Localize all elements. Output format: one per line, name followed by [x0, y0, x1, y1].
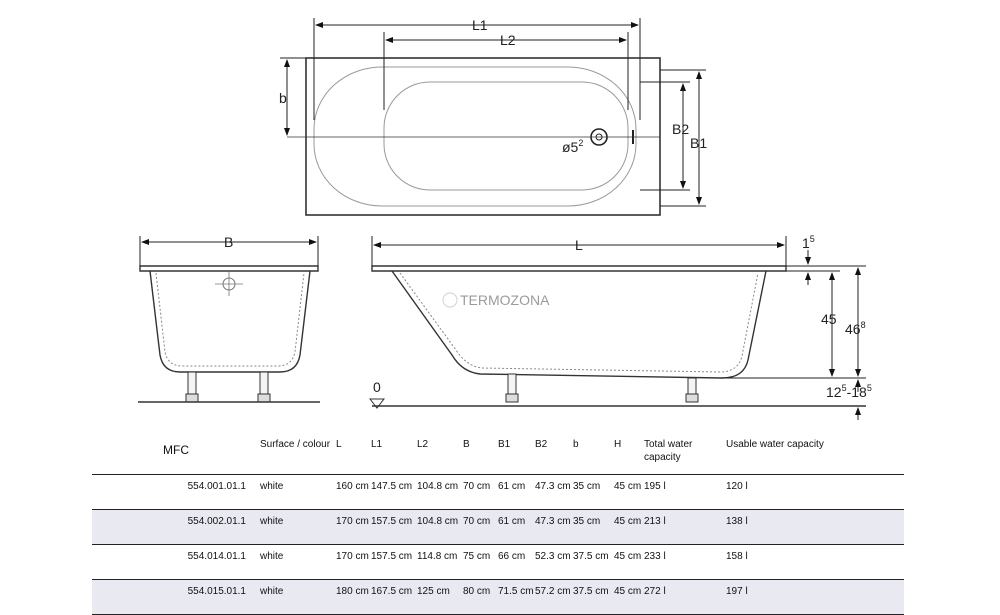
cell-b: 37.5 cm: [573, 545, 614, 580]
plan-dimensions: [280, 18, 706, 206]
cell-usable-capacity: 120 l: [726, 475, 904, 510]
label-B: B: [224, 234, 234, 250]
end-view-body: [150, 271, 310, 372]
label-L1: L1: [472, 17, 488, 33]
cell-mfc: 554.002.01.1: [92, 510, 260, 545]
cell-L: 180 cm: [336, 580, 371, 615]
cell-B: 70 cm: [463, 475, 498, 510]
table-row: [92, 475, 904, 510]
cell-B1: 71.5 cm: [498, 580, 535, 615]
cell-total-capacity: 233 l: [644, 545, 726, 580]
cell-L1: 157.5 cm: [371, 545, 417, 580]
cell-surface: white: [260, 580, 336, 615]
cell-L: 170 cm: [336, 510, 371, 545]
col-header-L1: L1: [371, 432, 417, 475]
side-view-body: [392, 271, 766, 378]
col-header-B2: B2: [535, 432, 573, 475]
plan-view: [287, 58, 660, 215]
cell-surface: white: [260, 510, 336, 545]
drain-sup: 2: [578, 138, 584, 148]
cell-mfc: 554.014.01.1: [92, 545, 260, 580]
drain-base: ø5: [562, 139, 579, 155]
cell-usable-capacity: 197 l: [726, 580, 904, 615]
cell-B2: 52.3 cm: [535, 545, 573, 580]
cell-B1: 61 cm: [498, 475, 535, 510]
cell-usable-capacity: 138 l: [726, 510, 904, 545]
watermark: [443, 292, 550, 308]
cell-total-capacity: 272 l: [644, 580, 726, 615]
cell-L1: 167.5 cm: [371, 580, 417, 615]
cell-b: 35 cm: [573, 510, 614, 545]
col-header-b: b: [573, 432, 614, 475]
label-floor: 0: [373, 379, 381, 395]
spec-table: [92, 432, 904, 615]
cell-surface: white: [260, 475, 336, 510]
table-row: [92, 510, 904, 545]
cell-b: 37.5 cm: [573, 580, 614, 615]
cell-L1: 157.5 cm: [371, 510, 417, 545]
label-rim: [802, 234, 815, 251]
label-L2: L2: [500, 32, 516, 48]
end-view-rim: [140, 266, 318, 271]
cell-L: 160 cm: [336, 475, 371, 510]
label-adjust: [826, 383, 872, 400]
plan-inner-rim: [314, 67, 636, 206]
cell-mfc: 554.015.01.1: [92, 580, 260, 615]
watermark-text: TERMOZONA: [460, 292, 550, 308]
cell-b: 35 cm: [573, 475, 614, 510]
cell-L: 170 cm: [336, 545, 371, 580]
cell-B2: 57.2 cm: [535, 580, 573, 615]
h46-sup: 8: [860, 320, 866, 330]
adj-a: 12: [826, 384, 842, 400]
cell-L2: 104.8 cm: [417, 510, 463, 545]
cell-usable-capacity: 158 l: [726, 545, 904, 580]
rim-base: 1: [802, 235, 810, 251]
table-row: [92, 545, 904, 580]
side-view: [370, 236, 866, 420]
col-header-usable-capacity: Usable water capacity: [726, 432, 904, 475]
cell-B1: 61 cm: [498, 510, 535, 545]
cell-H: 45 cm: [614, 580, 644, 615]
side-view-rim: [372, 266, 786, 271]
col-header-surface: Surface / colour: [260, 432, 336, 475]
col-header-L2: L2: [417, 432, 463, 475]
cell-total-capacity: 195 l: [644, 475, 726, 510]
cell-mfc: 554.001.01.1: [92, 475, 260, 510]
cell-B: 70 cm: [463, 510, 498, 545]
cell-L2: 104.8 cm: [417, 475, 463, 510]
col-header-B1: B1: [498, 432, 535, 475]
cell-H: 45 cm: [614, 475, 644, 510]
adj-b-sup: 5: [866, 383, 872, 393]
cell-H: 45 cm: [614, 545, 644, 580]
cell-B: 75 cm: [463, 545, 498, 580]
label-b: b: [279, 90, 287, 106]
cell-B1: 66 cm: [498, 545, 535, 580]
cell-total-capacity: 213 l: [644, 510, 726, 545]
col-header-L: L: [336, 432, 371, 475]
col-header-B: B: [463, 432, 498, 475]
rim-sup: 5: [809, 234, 815, 244]
label-B2: B2: [672, 121, 690, 137]
label-L: L: [575, 237, 583, 253]
end-view: [138, 236, 320, 402]
col-header-mfc: MFC: [92, 432, 260, 475]
cell-L2: 125 cm: [417, 580, 463, 615]
adj-dash: -18: [846, 384, 867, 400]
cell-B: 80 cm: [463, 580, 498, 615]
cell-surface: white: [260, 545, 336, 580]
cell-L2: 114.8 cm: [417, 545, 463, 580]
dimension-labels: [224, 17, 872, 400]
col-header-total-capacity: Total water capacity: [644, 432, 726, 475]
cell-L1: 147.5 cm: [371, 475, 417, 510]
adj-a-sup: 5: [841, 383, 847, 393]
col-header-H: H: [614, 432, 644, 475]
h46-base: 46: [845, 321, 861, 337]
cell-B2: 47.3 cm: [535, 510, 573, 545]
cell-H: 45 cm: [614, 510, 644, 545]
cell-B2: 47.3 cm: [535, 475, 573, 510]
table-header-row: [92, 432, 904, 475]
label-B1: B1: [690, 135, 708, 151]
label-h46: [845, 320, 866, 337]
label-h45: 45: [821, 311, 837, 327]
table-row: [92, 580, 904, 615]
label-drain: [562, 138, 583, 155]
